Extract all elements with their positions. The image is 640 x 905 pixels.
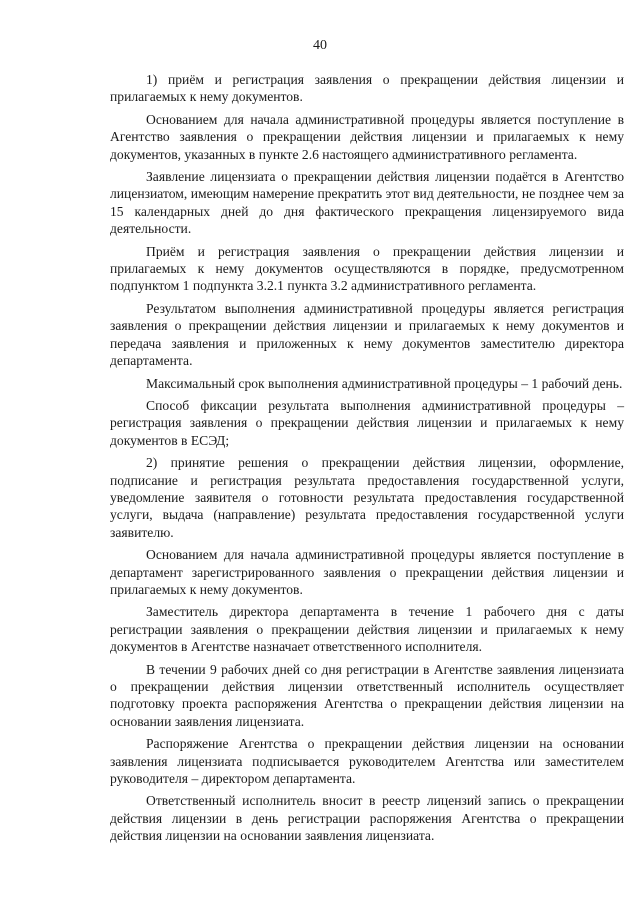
paragraph: Заместитель директора департамента в течение 1 рабочего дня с даты регистрации заявления о прекращении действия лицензии и прилагаемых к нему документов в Агентстве назначает ответственного исполнителя. bbox=[110, 604, 624, 655]
paragraph: Заявление лицензиата о прекращении действия лицензии подаётся в Агентство лицензиатом, имеющим намерение прекратить этот вид деятельности, не позднее чем за 15 календарных дней до дня фактического прекращения лицензируемого вида деятельности. bbox=[110, 169, 624, 237]
paragraph: 1) приём и регистрация заявления о прекращении действия лицензии и прилагаемых к нему документов. bbox=[110, 72, 624, 105]
paragraph: Результатом выполнения административной процедуры является регистрация заявления о прекращении действия лицензии и прилагаемых к нему документов и передача заявления и приложенных к нему документов заместителю директора департамента. bbox=[110, 300, 624, 369]
paragraph: В течении 9 рабочих дней со дня регистрации в Агентстве заявления лицензиата о прекращении действия лицензии ответственный исполнитель осуществляет подготовку проекта распоряжения Агентства о прекращении действия лицензии на основании заявления лицензиата. bbox=[110, 661, 624, 729]
paragraph: Распоряжение Агентства о прекращении действия лицензии на основании заявления лицензиата подписывается руководителем Агентства или заместителем руководителя – директором департамента. bbox=[110, 736, 624, 787]
page-number: 40 bbox=[313, 38, 327, 53]
document-body bbox=[110, 71, 624, 850]
paragraph: Приём и регистрация заявления о прекращении действия лицензии и прилагаемых к нему документов осуществляются в порядке, предусмотренном подпунктом 1 подпункта 3.2.1 пункта 3.2 административного регламента. bbox=[110, 243, 624, 294]
paragraph: Способ фиксации результата выполнения административной процедуры – регистрация заявления о прекращении действия лицензии и прилагаемых к нему документов в ЕСЭД; bbox=[110, 397, 624, 448]
paragraph: 2) принятие решения о прекращении действия лицензии, оформление, подписание и регистрация результата предоставления государственной услуги, уведомление заявителя о готовности результата предоставления государственной услуги, выдача (направление) результата предоставления государственной услуги заявителю. bbox=[110, 455, 624, 540]
paragraph: Ответственный исполнитель вносит в реестр лицензий запись о прекращении действия лицензии в день регистрации распоряжения Агентства о прекращении действия лицензии на основании заявления лицензиата. bbox=[110, 793, 624, 844]
paragraph: Максимальный срок выполнения административной процедуры – 1 рабочий день. bbox=[146, 375, 623, 391]
paragraph: Основанием для начала административной процедуры является поступление в Агентство заявления о прекращении действия лицензии и прилагаемых к нему документов, указанных в пункте 2.6 настоящего административного регламента. bbox=[110, 111, 624, 162]
paragraph: Основанием для начала административной процедуры является поступление в департамент зарегистрированного заявления о прекращении действия лицензии и прилагаемых к нему документов. bbox=[110, 547, 624, 597]
